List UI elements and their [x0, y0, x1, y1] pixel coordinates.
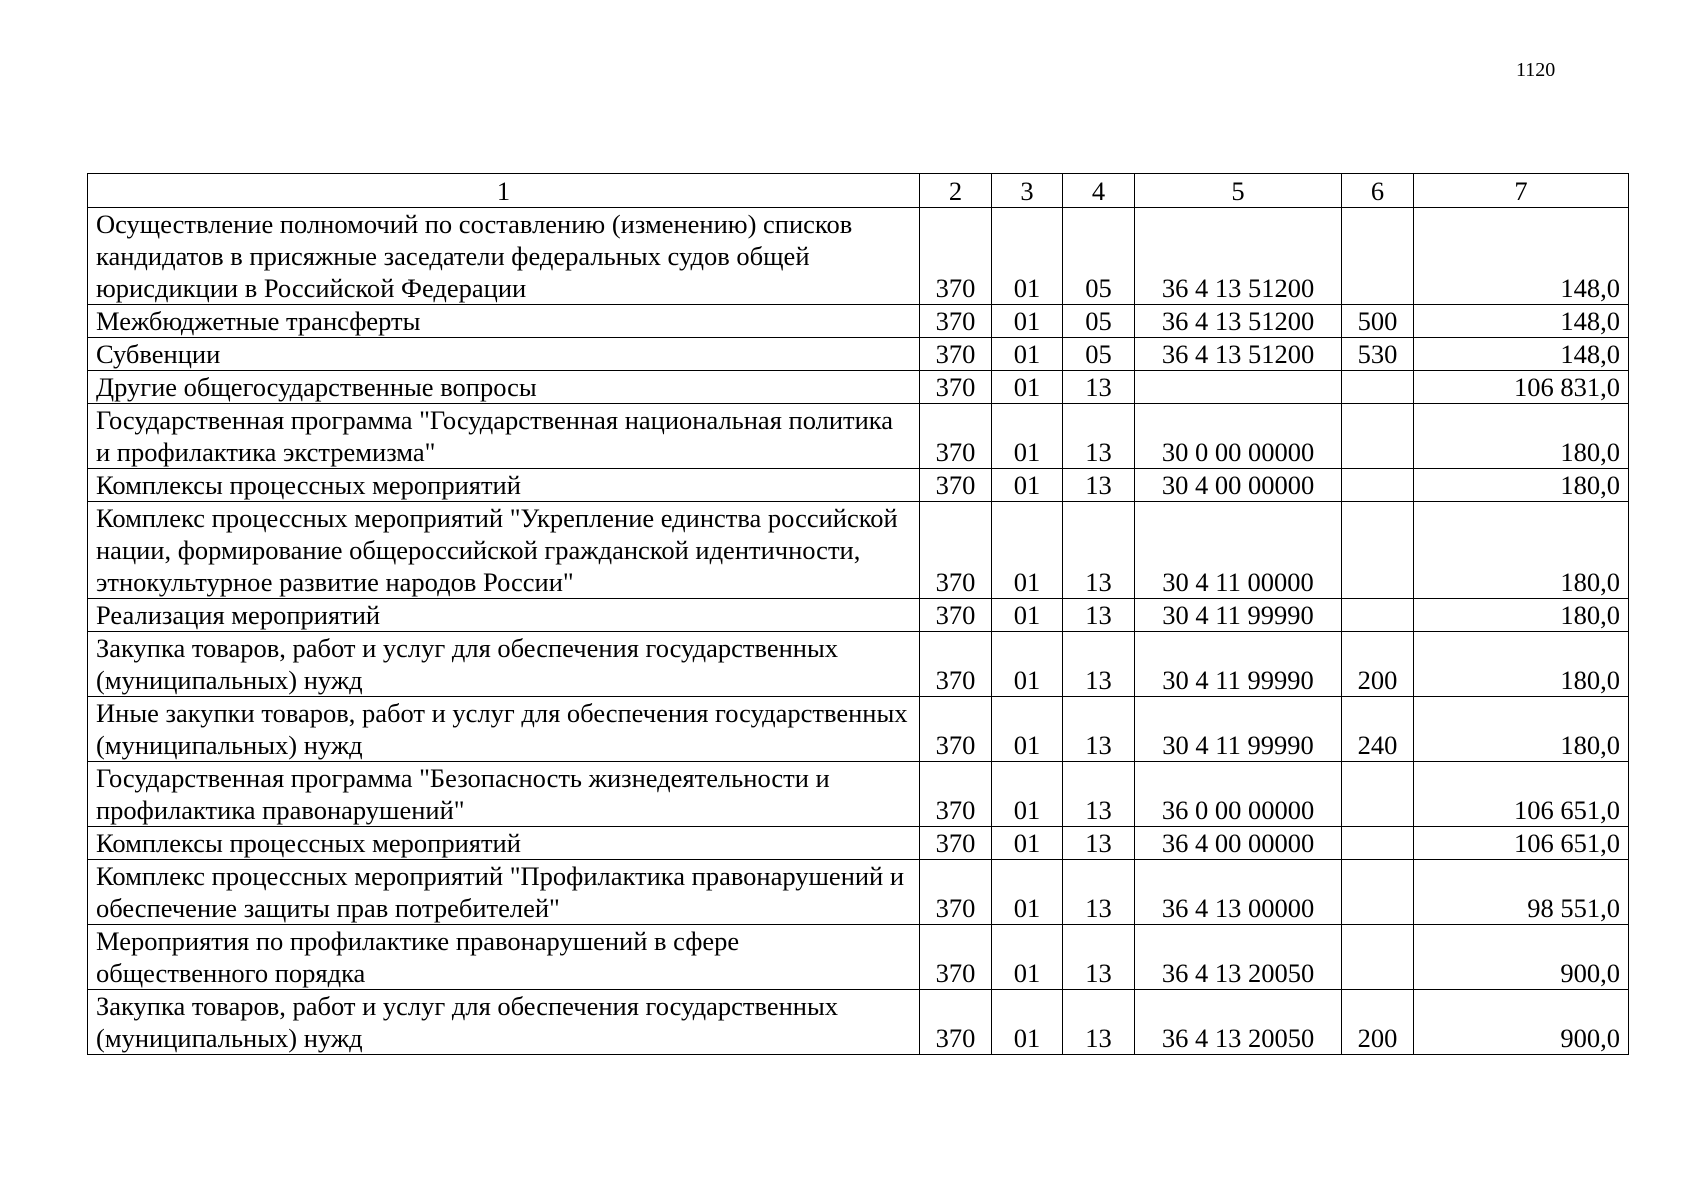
cell-ved: 370 — [920, 599, 992, 632]
cell-pr: 13 — [1063, 404, 1135, 469]
cell-rz: 01 — [992, 404, 1063, 469]
cell-ved: 370 — [920, 208, 992, 305]
cell-csr — [1135, 371, 1342, 404]
cell-ved: 370 — [920, 925, 992, 990]
column-header-rz: 3 — [992, 174, 1063, 208]
cell-ved: 370 — [920, 404, 992, 469]
column-header-ved: 2 — [920, 174, 992, 208]
cell-pr: 13 — [1063, 925, 1135, 990]
cell-pr: 05 — [1063, 338, 1135, 371]
cell-vr — [1342, 860, 1414, 925]
cell-rz: 01 — [992, 208, 1063, 305]
cell-vr — [1342, 762, 1414, 827]
table-row — [88, 990, 1629, 1055]
cell-sum: 98 551,0 — [1414, 860, 1629, 925]
table-row — [88, 599, 1629, 632]
cell-csr: 30 4 11 99990 — [1135, 632, 1342, 697]
cell-name: Комплексы процессных мероприятий — [88, 827, 920, 860]
table-header-row — [88, 174, 1629, 208]
column-header-name: 1 — [88, 174, 920, 208]
column-header-csr: 5 — [1135, 174, 1342, 208]
cell-rz: 01 — [992, 762, 1063, 827]
cell-csr: 36 4 13 51200 — [1135, 305, 1342, 338]
cell-name: Иные закупки товаров, работ и услуг для обеспечения государственных (муниципальных) нужд — [88, 697, 920, 762]
cell-vr — [1342, 827, 1414, 860]
cell-ved: 370 — [920, 762, 992, 827]
cell-pr: 13 — [1063, 599, 1135, 632]
column-header-sum: 7 — [1414, 174, 1629, 208]
page-number: 1120 — [1516, 59, 1556, 81]
cell-pr: 13 — [1063, 827, 1135, 860]
table-row — [88, 338, 1629, 371]
cell-name: Государственная программа "Безопасность жизнедеятельности и профилактика правонарушений" — [88, 762, 920, 827]
cell-rz: 01 — [992, 860, 1063, 925]
table-row — [88, 208, 1629, 305]
cell-ved: 370 — [920, 469, 992, 502]
cell-sum: 106 651,0 — [1414, 827, 1629, 860]
cell-pr: 13 — [1063, 860, 1135, 925]
cell-vr — [1342, 371, 1414, 404]
cell-name: Комплексы процессных мероприятий — [88, 469, 920, 502]
cell-name: Другие общегосударственные вопросы — [88, 371, 920, 404]
cell-vr — [1342, 925, 1414, 990]
cell-pr: 13 — [1063, 502, 1135, 599]
cell-rz: 01 — [992, 305, 1063, 338]
table-row — [88, 632, 1629, 697]
cell-rz: 01 — [992, 697, 1063, 762]
cell-sum: 148,0 — [1414, 208, 1629, 305]
cell-ved: 370 — [920, 990, 992, 1055]
cell-name: Закупка товаров, работ и услуг для обеспечения государственных (муниципальных) нужд — [88, 632, 920, 697]
cell-rz: 01 — [992, 599, 1063, 632]
cell-ved: 370 — [920, 827, 992, 860]
cell-pr: 13 — [1063, 697, 1135, 762]
table-row — [88, 305, 1629, 338]
cell-name: Осуществление полномочий по составлению (изменению) списков кандидатов в присяжные заседатели федеральных судов общей юрисдикции в Российской Федерации — [88, 208, 920, 305]
cell-ved: 370 — [920, 632, 992, 697]
cell-csr: 36 4 13 20050 — [1135, 990, 1342, 1055]
cell-sum: 106 831,0 — [1414, 371, 1629, 404]
cell-csr: 36 4 00 00000 — [1135, 827, 1342, 860]
cell-name: Комплекс процессных мероприятий "Укрепление единства российской нации, формирование общероссийской гражданской идентичности, этнокультурное развитие народов России" — [88, 502, 920, 599]
cell-vr — [1342, 502, 1414, 599]
cell-pr: 13 — [1063, 469, 1135, 502]
cell-sum: 180,0 — [1414, 469, 1629, 502]
cell-csr: 30 4 11 99990 — [1135, 599, 1342, 632]
cell-vr: 500 — [1342, 305, 1414, 338]
cell-csr: 30 4 11 99990 — [1135, 697, 1342, 762]
cell-sum: 180,0 — [1414, 697, 1629, 762]
cell-ved: 370 — [920, 697, 992, 762]
table-row — [88, 502, 1629, 599]
column-header-pr: 4 — [1063, 174, 1135, 208]
cell-vr — [1342, 599, 1414, 632]
cell-csr: 36 0 00 00000 — [1135, 762, 1342, 827]
cell-name: Субвенции — [88, 338, 920, 371]
cell-rz: 01 — [992, 469, 1063, 502]
cell-sum: 148,0 — [1414, 338, 1629, 371]
cell-sum: 180,0 — [1414, 599, 1629, 632]
cell-csr: 30 4 11 00000 — [1135, 502, 1342, 599]
cell-name: Мероприятия по профилактике правонарушений в сфере общественного порядка — [88, 925, 920, 990]
cell-sum: 900,0 — [1414, 925, 1629, 990]
cell-csr: 30 0 00 00000 — [1135, 404, 1342, 469]
cell-vr: 530 — [1342, 338, 1414, 371]
cell-sum: 180,0 — [1414, 404, 1629, 469]
cell-vr — [1342, 469, 1414, 502]
cell-vr: 240 — [1342, 697, 1414, 762]
budget-table — [87, 173, 1629, 1055]
cell-vr — [1342, 208, 1414, 305]
table-row — [88, 469, 1629, 502]
cell-sum: 106 651,0 — [1414, 762, 1629, 827]
cell-sum: 180,0 — [1414, 632, 1629, 697]
cell-pr: 05 — [1063, 208, 1135, 305]
cell-pr: 13 — [1063, 990, 1135, 1055]
cell-rz: 01 — [992, 371, 1063, 404]
cell-csr: 36 4 13 51200 — [1135, 208, 1342, 305]
cell-ved: 370 — [920, 305, 992, 338]
cell-rz: 01 — [992, 925, 1063, 990]
cell-rz: 01 — [992, 338, 1063, 371]
cell-rz: 01 — [992, 827, 1063, 860]
cell-name: Межбюджетные трансферты — [88, 305, 920, 338]
cell-vr — [1342, 404, 1414, 469]
cell-vr: 200 — [1342, 990, 1414, 1055]
table-row — [88, 762, 1629, 827]
cell-ved: 370 — [920, 371, 992, 404]
cell-pr: 13 — [1063, 632, 1135, 697]
cell-sum: 148,0 — [1414, 305, 1629, 338]
cell-rz: 01 — [992, 502, 1063, 599]
table-row — [88, 371, 1629, 404]
cell-pr: 13 — [1063, 371, 1135, 404]
cell-vr: 200 — [1342, 632, 1414, 697]
cell-name: Реализация мероприятий — [88, 599, 920, 632]
cell-name: Государственная программа "Государственная национальная политика и профилактика экстремизма" — [88, 404, 920, 469]
table-row — [88, 860, 1629, 925]
cell-pr: 13 — [1063, 762, 1135, 827]
table-body — [88, 208, 1629, 1055]
cell-name: Комплекс процессных мероприятий "Профилактика правонарушений и обеспечение защиты прав потребителей" — [88, 860, 920, 925]
cell-rz: 01 — [992, 632, 1063, 697]
cell-name: Закупка товаров, работ и услуг для обеспечения государственных (муниципальных) нужд — [88, 990, 920, 1055]
column-header-vr: 6 — [1342, 174, 1414, 208]
cell-csr: 30 4 00 00000 — [1135, 469, 1342, 502]
cell-csr: 36 4 13 51200 — [1135, 338, 1342, 371]
table-row — [88, 697, 1629, 762]
cell-ved: 370 — [920, 338, 992, 371]
cell-csr: 36 4 13 00000 — [1135, 860, 1342, 925]
table-row — [88, 404, 1629, 469]
cell-ved: 370 — [920, 502, 992, 599]
cell-pr: 05 — [1063, 305, 1135, 338]
table-row — [88, 925, 1629, 990]
cell-sum: 900,0 — [1414, 990, 1629, 1055]
cell-ved: 370 — [920, 860, 992, 925]
table-row — [88, 827, 1629, 860]
cell-sum: 180,0 — [1414, 502, 1629, 599]
cell-csr: 36 4 13 20050 — [1135, 925, 1342, 990]
cell-rz: 01 — [992, 990, 1063, 1055]
